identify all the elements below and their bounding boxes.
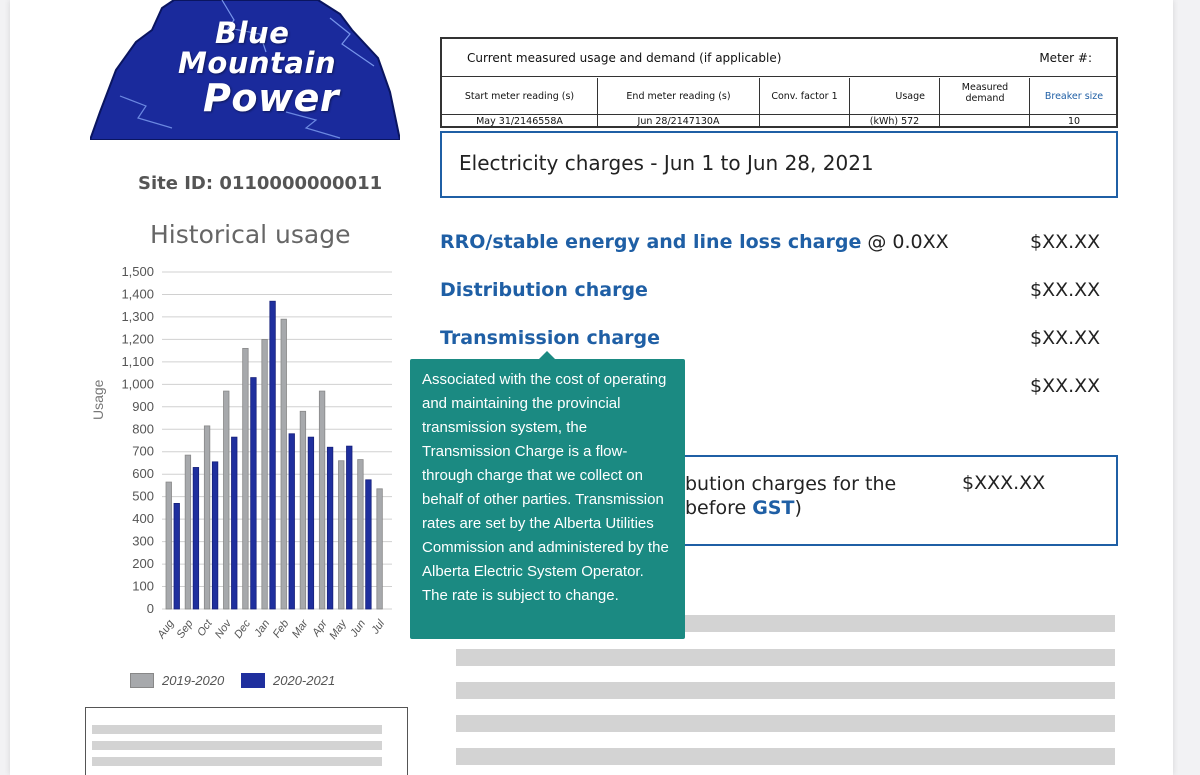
col-value [940,114,1029,128]
bar-2020-2021-May [347,446,353,609]
charge-amount: $XX.XX [1030,231,1101,253]
y-tick-label: 400 [132,511,154,527]
x-tick-label: Nov [212,617,234,641]
meter-number-label: Meter #: [1039,51,1092,65]
y-tick-label: 1,000 [121,376,154,392]
bar-2020-2021-Sep [193,467,199,609]
meter-col-end-reading [598,78,760,128]
y-tick-label: 500 [132,488,154,504]
charge-transmission[interactable] [440,327,660,349]
y-tick-label: 100 [132,578,154,594]
bar-2020-2021-Apr [327,447,333,609]
charge-amount: $XX.XX [1030,375,1101,397]
y-tick-label: 1,300 [121,308,154,324]
total-amount: $XXX.XX [962,472,1046,494]
x-tick-label: Apr [310,617,330,639]
total-line-2-prefix: before [685,497,753,519]
charge-rro-energy[interactable] [440,231,949,253]
charge-distribution[interactable] [440,279,648,301]
x-tick-label: Sep [174,617,196,641]
meter-col-breaker-size [1030,78,1118,128]
y-tick-label: 1,200 [121,331,154,347]
bar-2019-2020-Feb [281,319,287,609]
total-charges-label [685,472,896,520]
col-header: Usage [895,91,925,102]
placeholder-line [92,757,382,766]
gst-link[interactable]: GST [752,497,795,519]
x-tick-label: Jun [348,617,369,640]
total-line-2-suffix: ) [794,497,802,519]
col-value: 10 [1030,114,1118,128]
x-tick-label: Oct [195,617,215,639]
col-value [760,114,849,128]
bar-2019-2020-Jan [262,339,268,609]
bar-2019-2020-Dec [243,348,249,609]
legend-label-2019-2020: 2019-2020 [162,673,225,688]
bar-2019-2020-Jun [358,460,364,609]
y-tick-label: 200 [132,556,154,572]
bar-2019-2020-Sep [185,455,191,609]
y-tick-label: 600 [132,466,154,482]
col-header: Conv. factor 1 [771,91,838,102]
meter-col-start-reading [442,78,598,128]
logo-word-power: Power [203,76,340,120]
bar-2020-2021-Nov [232,437,238,609]
logo-word-blue: Blue [215,16,290,50]
total-line-1: bution charges for the [685,473,897,495]
historical-usage-chart [100,262,400,662]
charge-label[interactable]: RRO/stable energy and line loss charge [440,231,862,253]
y-tick-label: 0 [146,601,154,616]
placeholder-line [456,748,1115,765]
chart-y-axis-label: Usage [90,379,106,420]
bar-2019-2020-Apr [319,391,325,609]
col-value: May 31/2146558A [442,114,597,128]
bar-2020-2021-Oct [212,462,218,609]
bar-2020-2021-Feb [289,434,295,609]
y-tick-label: 300 [132,533,154,549]
y-tick-label: 900 [132,398,154,414]
logo-word-mountain: Mountain [178,46,337,80]
meter-table-title: Current measured usage and demand (if applicable) [467,51,782,65]
legend-item-2019-2020 [130,673,224,688]
placeholder-line [456,715,1115,732]
transmission-charge-tooltip [410,359,685,639]
meter-col-usage [850,78,940,128]
bar-2020-2021-Aug [174,503,180,609]
meter-col-measured-demand [940,78,1030,128]
bar-2019-2020-Mar [300,411,306,609]
bar-2020-2021-Jan [270,301,276,609]
charge-label[interactable]: Transmission charge [440,327,661,349]
total-line-2 [685,496,896,520]
tooltip-text: Associated with the cost of operating and maintaining the provincial transmission system, the Transmission Charge is a flow-through charge that we collect on behalf of other parties. Transmission rates are set by the Alberta Utilities Commission and administered by the Alberta Electric System Operator. The rate is subject to change. [422,371,669,604]
x-tick-label: Mar [289,617,311,641]
charge-rate: @ 0.0XX [861,231,949,253]
legend-swatch-2019-2020 [130,673,154,688]
placeholder-line [92,741,382,750]
legend-label-2020-2021: 2020-2021 [273,673,336,688]
bar-2019-2020-Oct [204,426,210,609]
bill-page [10,0,1173,775]
historical-usage-title: Historical usage [150,220,351,249]
charge-amount: $XX.XX [1030,279,1101,301]
bar-2019-2020-Nov [224,391,230,609]
x-tick-label: May [327,617,349,642]
meter-col-conv-factor [760,78,850,128]
bar-2019-2020-Jul [377,489,383,609]
col-header: Start meter reading (s) [464,91,575,102]
col-header: Breaker size [1044,91,1104,102]
y-tick-label: 1,100 [121,353,154,369]
meter-usage-table [440,37,1118,128]
bar-2019-2020-May [339,461,345,609]
col-header: End meter reading (s) [626,91,731,102]
bar-2020-2021-Mar [308,437,314,609]
placeholder-line [92,725,382,734]
y-tick-label: 700 [132,443,154,459]
meter-table-header [442,39,1116,77]
x-tick-label: Aug [155,617,177,641]
bar-2019-2020-Aug [166,482,172,609]
placeholder-line [456,649,1115,666]
electricity-charges-header [440,131,1118,198]
legend-swatch-2020-2021 [241,673,265,688]
placeholder-line [456,682,1115,699]
col-value: Jun 28/2147130A [598,114,759,128]
legend-item-2020-2021 [241,673,335,688]
charge-label[interactable]: Distribution charge [440,279,648,301]
site-id: Site ID: 0110000000011 [138,173,383,194]
col-value: (kWh) 572 [850,114,939,128]
x-tick-label: Jan [252,617,273,640]
y-tick-label: 800 [132,421,154,437]
x-tick-label: Feb [270,617,292,641]
electricity-charges-title: Electricity charges - Jun 1 to Jun 28, 2021 [459,151,874,175]
col-header: Measured demand [961,82,1009,104]
y-tick-label: 1,500 [121,264,154,279]
x-tick-label: Jul [369,617,388,637]
bar-2020-2021-Dec [251,378,257,609]
y-tick-label: 1,400 [121,286,154,302]
charge-amount: $XX.XX [1030,327,1101,349]
bar-2020-2021-Jun [366,480,372,609]
x-tick-label: Dec [232,617,254,641]
